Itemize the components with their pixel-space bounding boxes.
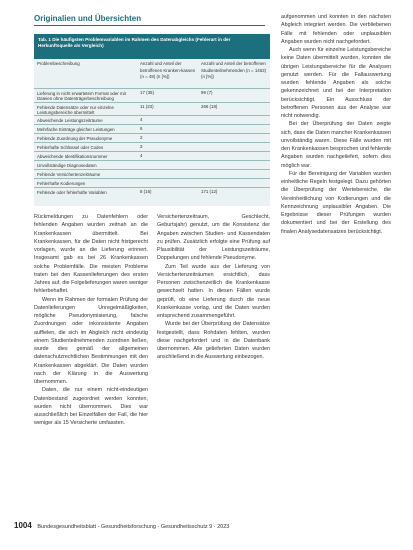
table-caption: Tab. 1 Die häufigsten Problemvariablen im Rahmen des Datenabgleichs (Fehlerart in der Herkunftsquelle als Vergleich) <box>34 34 270 59</box>
participants-value: 266 (18) <box>201 103 218 109</box>
table-row <box>34 151 270 160</box>
column-header-insurers: Anzahl und Anteil der betroffenen Kranken-kassen (n = 48) (n [%]) <box>140 61 196 79</box>
row-label: Fehlende Versichertenzeiträume <box>37 172 101 178</box>
section-title: Originalien und Übersichten <box>34 14 142 23</box>
participants-value: 99 (7) <box>201 90 213 95</box>
row-label: Unvollständige Diagnosedaten <box>37 163 97 169</box>
row-label: Lieferung in nicht erwartetem Format oder mit Dateien ohne Datenträgerbeschreibung <box>37 91 126 102</box>
table-row <box>34 160 270 169</box>
table-row <box>34 115 270 124</box>
body-paragraph: Versichertenzeitraum, Geschlecht, Geburtsjahr) genutzt, um die Konsistenz der Angaben zwischen Studien- und Kassendaten zu prüfen. Zusätzlich erfolgte eine Prüfung auf Plausibilität der Leistungszeiträume, Doppelungen und fehlende Pseudonyme. <box>157 214 270 262</box>
column-header-participants: Anzahl und Anteil der betroffenen Studienteilnehmenden (n = 1463) (n [%]) <box>201 61 267 79</box>
row-label: Fehlerhafte Kodierungen <box>37 181 86 187</box>
body-paragraph: Für die Bereinigung der Variablen wurden einheitliche Regeln festgelegt. Dazu gehörten die Überprüfung der Wertebereiche, die Vereinheitlichung von Kodierungen und die Kennzeichnung unplausibler Angaben. Die Ergebnisse dieser Prüfungen wurden dokumentiert und bei der Erstellung des finalen Analysedatensatzes berücksichtigt. <box>281 170 391 235</box>
table-row <box>34 102 270 116</box>
insurers-value: 8 (16) <box>140 189 152 195</box>
column-header-problem: Problembeschreibung <box>37 61 80 66</box>
body-paragraph: Rückmeldungen zu Datenfehlern oder fehlenden Angaben wurden zeitnah an die Krankenkassen übermittelt. Bei Krankenkassen, für die Daten nicht fristgerecht vorlagen, wurde an die Lieferung erinnert. Insgesamt gab es bei 26 Krankenkassen solche Problemfälle. Die meisten Probleme traten bei den Kassenlieferungen des ersten Jahres auf, die Folgelieferungen waren weniger fehlerbehaftet. <box>34 214 148 295</box>
insurers-value: 4 <box>140 117 143 123</box>
row-label: Fehlerhafte Schlüssel oder Codes <box>37 145 104 151</box>
row-label: Fehlende Datensätze oder nur einzelne Leistungsbereiche übermittelt <box>37 104 114 115</box>
header-rule <box>34 25 265 26</box>
body-paragraph: Wurde bei der Überprüfung der Datensätze festgestellt, dass Rohdaten fehlten, wurden diese nachgefordert und in die Datenbank übernommen. Alle gelieferten Daten wurden anschließend in die Auswertung einbezogen. <box>157 321 270 361</box>
body-paragraph: Zum Teil wurde aus der Lieferung von Versichertenzeiträumen ersichtlich, dass Personen zwischenzeitlich die Krankenkasse gewechselt hatten. In diesen Fällen wurde geprüft, ob eine Lieferung durch die neue Krankenkasse vorlag, und die Daten wurden entsprechend zusammengeführt. <box>157 263 270 319</box>
table-row <box>34 142 270 151</box>
insurers-value: 3 <box>140 144 143 150</box>
row-label: Fehlende Zuordnung der Pseudonyme <box>37 136 113 142</box>
row-label: Abweichende Identifikationsnummer <box>37 154 108 160</box>
table-row <box>34 88 270 102</box>
body-paragraph: Wenn im Rahmen der formalen Prüfung der Datenlieferungen Unregelmäßigkeiten, mögliche Pseudonymisierung, falsche Zuordnungen oder inkonsistente Angaben auffielen, die sich im Abgleich nicht eindeutig einem Studienteilnehmenden zuordnen ließen, wurde dies gemäß der allgemeinen datenschutzrechtlichen Bestimmungen mit den Krankenkassen abgeklärt. Die Daten wurden nach der Klärung in die Auswertung übernommen. <box>34 296 148 385</box>
insurers-value: 11 (23) <box>140 103 154 109</box>
insurers-value: 17 (35) <box>140 90 154 95</box>
table-header <box>34 59 270 87</box>
insurers-value: 6 <box>140 126 143 132</box>
row-label: Abweichende Leistungszeiträume <box>37 118 103 124</box>
table-row <box>34 187 270 196</box>
insurers-value: 2 <box>140 135 143 141</box>
table-row <box>34 133 270 142</box>
body-paragraph: Auch wenn für einzelne Leistungsbereiche keine Daten übermittelt wurden, konnten die übrigen Leistungsbereiche für die Analysen genutzt werden. Für die Fallauswertung wurden fehlende Angaben als solche gekennzeichnet und bei der Interpretation berücksichtigt. Ein Ausschluss der betroffenen Personen aus der Analyse war nicht notwendig. <box>281 47 391 119</box>
body-column-2 <box>157 213 270 362</box>
page-number: 1004 <box>14 521 32 530</box>
table-row <box>34 124 270 133</box>
row-label: Fehlende oder fehlerhafte Variablen <box>37 190 107 196</box>
insurers-value: 4 <box>140 153 143 159</box>
body-column-3 <box>281 13 391 236</box>
body-column-1 <box>34 213 148 428</box>
page-footer <box>14 521 229 530</box>
body-paragraph: Bei der Überprüfung der Daten zeigte sich, dass die Daten mancher Krankenkassen unvollständig waren. Diese Fälle wurden mit den Krankenkassen besprochen und fehlende Angaben wurden nachgeliefert, sofern dies möglich war. <box>281 121 391 169</box>
participants-value: 171 (12) <box>201 189 218 195</box>
table-row <box>34 178 270 187</box>
body-paragraph: aufgenommen und konnten in den nächsten Abgleich integriert werden. Die verbliebenen Fälle mit fehlenden oder unplausiblen Angaben wurden nicht nachgefordert. <box>281 14 391 45</box>
journal-citation: Bundesgesundheitsblatt - Gesundheitsforschung - Gesundheitsschutz 9 · 2023 <box>37 524 230 530</box>
table-body <box>34 88 270 196</box>
row-label: Mehrfache Einträge gleicher Leistungen <box>37 127 115 133</box>
data-table <box>34 34 270 206</box>
table-row <box>34 169 270 178</box>
body-paragraph: Daten, die nur einem nicht-eindeutigen Datenbestand zugeordnet werden konnten, wurden nicht übernommen. Dies war ausschließlich bei Einzelfällen der Fall, die hier weniger als 15 Versicherte umfassten. <box>34 387 148 427</box>
